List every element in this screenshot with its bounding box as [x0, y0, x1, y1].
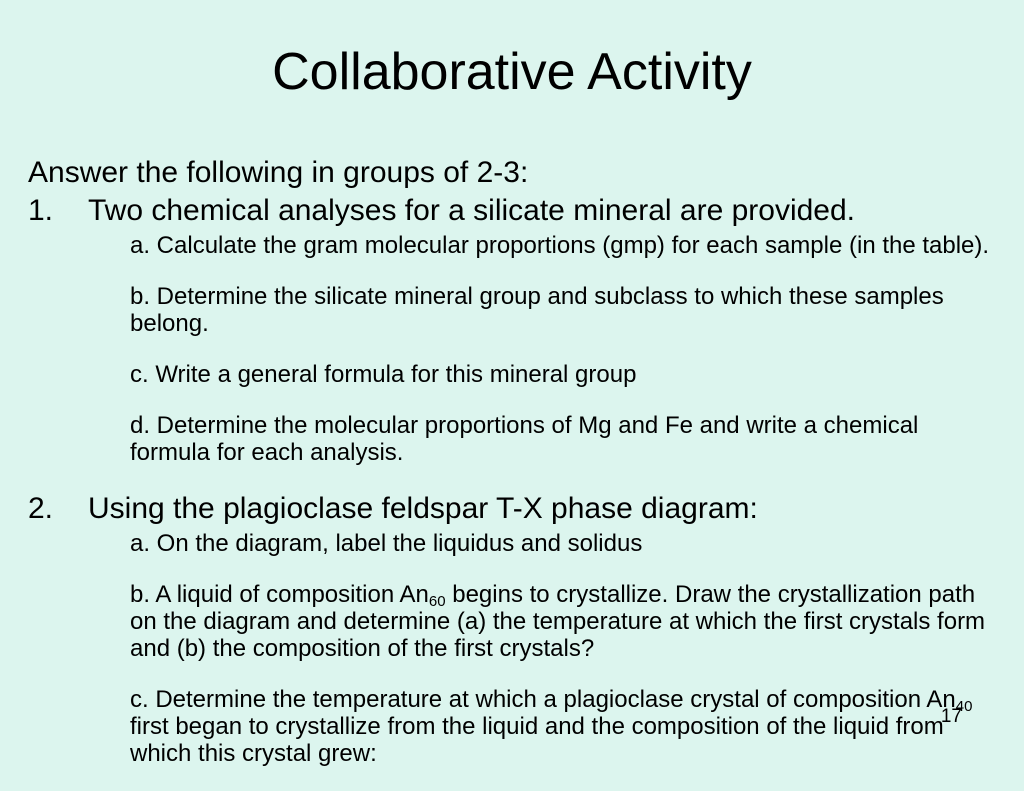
question-2-number: 2. — [28, 492, 54, 525]
question-1-item-c: c. Write a general formula for this mineral group — [130, 361, 637, 388]
question-2-item-b — [130, 581, 998, 662]
question-1-number: 1. — [28, 194, 54, 227]
page-number: 17 — [940, 706, 962, 727]
question-1-text: Two chemical analyses for a silicate mineral are provided. — [88, 194, 856, 227]
question-2-item-c-end: first began to crystallize from the liquid and the composition of the liquid from which this crystal grew: — [130, 713, 944, 767]
question-2-item-c-start: c. Determine the temperature at which a plagioclase crystal of composition An — [130, 686, 956, 713]
question-1-item-d: d. Determine the molecular proportions of Mg and Fe and write a chemical formula for each analysis. — [130, 412, 919, 466]
question-2-item-c — [130, 686, 998, 767]
question-2-item-c-subscript: 40 — [955, 698, 973, 715]
slide-title: Collaborative Activity — [272, 43, 752, 101]
question-1-item-a: a. Calculate the gram molecular proportions (gmp) for each sample (in the table). — [130, 232, 990, 259]
slide-body — [28, 154, 998, 791]
intro-text: Answer the following in groups of 2-3: — [28, 156, 529, 189]
question-2-text: Using the plagioclase feldspar T-X phase diagram: — [88, 492, 758, 525]
question-2-item-a: a. On the diagram, label the liquidus and solidus — [130, 530, 643, 557]
question-2-item-b-subscript: 60 — [428, 593, 446, 610]
question-1-item-b: b. Determine the silicate mineral group and subclass to which these samples belong. — [130, 283, 944, 337]
question-2-item-b-end: begins to crystallize. Draw the crystallization path on the diagram and determine (a) the temperature at which the first crystals form and (b) the composition of the first crystals? — [130, 581, 986, 662]
question-2 — [28, 490, 998, 528]
question-2-item-b-start: b. A liquid of composition An — [130, 581, 429, 608]
question-1 — [28, 192, 998, 230]
